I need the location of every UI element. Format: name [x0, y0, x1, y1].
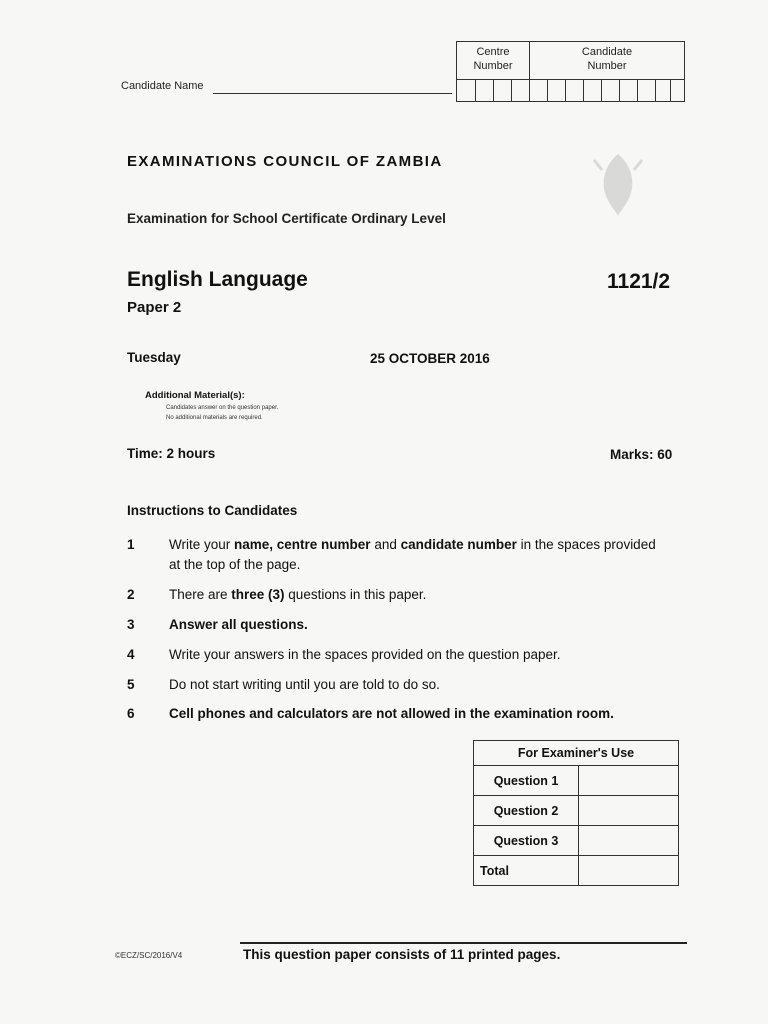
- instruction-text: There are: [169, 587, 232, 602]
- instructions-title: Instructions to Candidates: [127, 503, 298, 518]
- centre-label-line-2: Number: [473, 60, 513, 72]
- total-score-cell[interactable]: [579, 856, 679, 886]
- coat-of-arms-watermark-icon: [592, 150, 644, 220]
- instruction-text: and: [370, 537, 401, 552]
- candidate-digit-cell[interactable]: [583, 80, 584, 101]
- centre-digit-cell[interactable]: [475, 80, 476, 101]
- copyright-code: ©ECZ/SC/2016/V4: [115, 951, 183, 960]
- instruction-item: Do not start writing until you are told to do so.: [169, 677, 440, 692]
- total-label: Total: [474, 856, 579, 886]
- council-title: EXAMINATIONS COUNCIL OF ZAMBIA: [127, 153, 443, 170]
- instruction-number: 2: [127, 587, 135, 602]
- instruction-text: questions in this paper.: [284, 587, 427, 602]
- instruction-number: 4: [127, 647, 135, 662]
- table-row: [474, 766, 679, 796]
- question-label: Question 1: [474, 766, 579, 796]
- candidate-digit-cell[interactable]: [547, 80, 548, 101]
- candidate-label-line-2: Number: [587, 60, 627, 72]
- candidate-digit-cell[interactable]: [565, 80, 566, 101]
- instruction-emphasis: name, centre number: [234, 537, 371, 552]
- table-row: [474, 796, 679, 826]
- candidate-name-field[interactable]: [213, 93, 452, 94]
- instruction-item: Write your answers in the spaces provided on the question paper.: [169, 647, 561, 662]
- instruction-item: [169, 535, 669, 575]
- exam-date: 25 OCTOBER 2016: [370, 351, 490, 366]
- question-label: Question 3: [474, 826, 579, 856]
- candidate-digit-cell[interactable]: [670, 80, 671, 101]
- candidate-digit-cell[interactable]: [655, 80, 656, 101]
- examiners-use-heading: For Examiner's Use: [474, 741, 679, 766]
- score-cell[interactable]: [579, 766, 679, 796]
- question-label: Question 2: [474, 796, 579, 826]
- candidate-digit-cell[interactable]: [637, 80, 638, 101]
- instruction-text: in the spaces provided at the top of the page.: [169, 537, 656, 572]
- instruction-emphasis: three (3): [231, 587, 285, 602]
- candidate-label-line-1: Candidate: [581, 46, 633, 58]
- instruction-item: Answer all questions.: [169, 617, 308, 632]
- candidate-digit-cell[interactable]: [619, 80, 620, 101]
- score-cell[interactable]: [579, 796, 679, 826]
- printed-pages-note: This question paper consists of 11 printed pages.: [243, 947, 561, 962]
- candidate-digit-cell[interactable]: [601, 80, 602, 101]
- instruction-text: Write your: [169, 537, 235, 552]
- exam-type: Examination for School Certificate Ordinary Level: [127, 211, 446, 226]
- instruction-number: 6: [127, 706, 135, 721]
- instruction-emphasis: candidate number: [400, 537, 517, 552]
- centre-number-label: [457, 45, 529, 73]
- centre-candidate-number-box: [456, 41, 685, 102]
- candidate-number-label: [530, 45, 684, 73]
- instruction-number: 1: [127, 537, 135, 552]
- table-row: [474, 826, 679, 856]
- centre-digit-cell[interactable]: [511, 80, 512, 101]
- table-row: [474, 856, 679, 886]
- paper-label: Paper 2: [127, 299, 182, 316]
- instruction-number: 5: [127, 677, 135, 692]
- instruction-number: 3: [127, 617, 135, 632]
- centre-label-line-1: Centre: [476, 46, 510, 58]
- instruction-item: Cell phones and calculators are not allowed in the examination room.: [169, 706, 614, 721]
- total-marks: Marks: 60: [610, 447, 673, 462]
- candidate-name-label: Candidate Name: [121, 80, 204, 92]
- footer-rule: [240, 942, 687, 944]
- additional-materials-line: No additional materials are required.: [166, 415, 263, 421]
- instruction-item: [169, 585, 669, 605]
- exam-day: Tuesday: [127, 350, 181, 365]
- box-rule: [457, 79, 684, 80]
- subject-title: English Language: [127, 268, 308, 291]
- score-cell[interactable]: [579, 826, 679, 856]
- time-allowed: Time: 2 hours: [127, 446, 216, 461]
- centre-digit-cell[interactable]: [493, 80, 494, 101]
- table-row: [474, 741, 679, 766]
- additional-materials-title: Additional Material(s):: [145, 390, 245, 401]
- examiners-use-table: [473, 740, 679, 886]
- additional-materials-line: Candidates answer on the question paper.: [166, 405, 279, 411]
- paper-code: 1121/2: [607, 270, 671, 293]
